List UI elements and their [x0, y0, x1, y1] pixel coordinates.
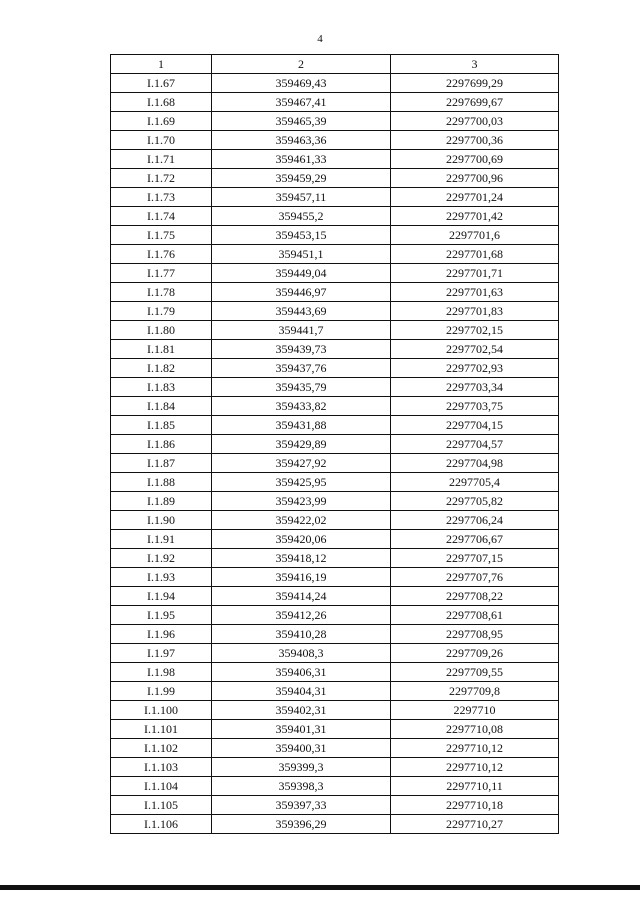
y-coordinate-cell: 2297708,61 [391, 606, 559, 625]
x-coordinate-cell: 359401,31 [212, 720, 391, 739]
x-coordinate-cell: 359435,79 [212, 378, 391, 397]
point-id-cell: I.1.93 [111, 568, 212, 587]
table-row [111, 796, 559, 815]
point-id-cell: I.1.87 [111, 454, 212, 473]
table-row [111, 321, 559, 340]
table-row [111, 188, 559, 207]
point-id-cell: I.1.98 [111, 663, 212, 682]
x-coordinate-cell: 359410,28 [212, 625, 391, 644]
x-coordinate-cell: 359420,06 [212, 530, 391, 549]
table-header-row [111, 55, 559, 74]
x-coordinate-cell: 359414,24 [212, 587, 391, 606]
table-row [111, 758, 559, 777]
table-row [111, 739, 559, 758]
table-row [111, 663, 559, 682]
table-row [111, 625, 559, 644]
y-coordinate-cell: 2297710,11 [391, 777, 559, 796]
point-id-cell: I.1.75 [111, 226, 212, 245]
y-coordinate-cell: 2297710 [391, 701, 559, 720]
table-row [111, 264, 559, 283]
table-row [111, 454, 559, 473]
y-coordinate-cell: 2297710,08 [391, 720, 559, 739]
table-row [111, 720, 559, 739]
y-coordinate-cell: 2297706,24 [391, 511, 559, 530]
point-id-cell: I.1.80 [111, 321, 212, 340]
x-coordinate-cell: 359446,97 [212, 283, 391, 302]
point-id-cell: I.1.88 [111, 473, 212, 492]
column-header-2: 2 [212, 55, 391, 74]
point-id-cell: I.1.105 [111, 796, 212, 815]
table-row [111, 568, 559, 587]
table-row [111, 682, 559, 701]
x-coordinate-cell: 359443,69 [212, 302, 391, 321]
table-row [111, 226, 559, 245]
y-coordinate-cell: 2297701,71 [391, 264, 559, 283]
point-id-cell: I.1.72 [111, 169, 212, 188]
y-coordinate-cell: 2297701,68 [391, 245, 559, 264]
x-coordinate-cell: 359431,88 [212, 416, 391, 435]
table-row [111, 473, 559, 492]
point-id-cell: I.1.92 [111, 549, 212, 568]
point-id-cell: I.1.97 [111, 644, 212, 663]
point-id-cell: I.1.74 [111, 207, 212, 226]
y-coordinate-cell: 2297710,12 [391, 758, 559, 777]
point-id-cell: I.1.84 [111, 397, 212, 416]
x-coordinate-cell: 359433,82 [212, 397, 391, 416]
x-coordinate-cell: 359429,89 [212, 435, 391, 454]
point-id-cell: I.1.85 [111, 416, 212, 435]
point-id-cell: I.1.91 [111, 530, 212, 549]
point-id-cell: I.1.77 [111, 264, 212, 283]
point-id-cell: I.1.81 [111, 340, 212, 359]
table-row [111, 587, 559, 606]
point-id-cell: I.1.101 [111, 720, 212, 739]
x-coordinate-cell: 359453,15 [212, 226, 391, 245]
table-row [111, 777, 559, 796]
table-row [111, 815, 559, 834]
table-row [111, 511, 559, 530]
table-row [111, 416, 559, 435]
point-id-cell: I.1.68 [111, 93, 212, 112]
point-id-cell: I.1.67 [111, 74, 212, 93]
point-id-cell: I.1.69 [111, 112, 212, 131]
x-coordinate-cell: 359459,29 [212, 169, 391, 188]
y-coordinate-cell: 2297704,15 [391, 416, 559, 435]
point-id-cell: I.1.102 [111, 739, 212, 758]
x-coordinate-cell: 359422,02 [212, 511, 391, 530]
page-number: 4 [317, 33, 323, 45]
table-row [111, 150, 559, 169]
table-row [111, 340, 559, 359]
table-body [111, 74, 559, 834]
table-row [111, 283, 559, 302]
table-row [111, 644, 559, 663]
point-id-cell: I.1.70 [111, 131, 212, 150]
point-id-cell: I.1.86 [111, 435, 212, 454]
x-coordinate-cell: 359397,33 [212, 796, 391, 815]
y-coordinate-cell: 2297705,4 [391, 473, 559, 492]
table-row [111, 131, 559, 150]
table-row [111, 93, 559, 112]
point-id-cell: I.1.78 [111, 283, 212, 302]
point-id-cell: I.1.79 [111, 302, 212, 321]
point-id-cell: I.1.95 [111, 606, 212, 625]
column-header-1: 1 [111, 55, 212, 74]
table-row [111, 74, 559, 93]
point-id-cell: I.1.104 [111, 777, 212, 796]
table-row [111, 549, 559, 568]
y-coordinate-cell: 2297702,15 [391, 321, 559, 340]
x-coordinate-cell: 359399,3 [212, 758, 391, 777]
x-coordinate-cell: 359457,11 [212, 188, 391, 207]
y-coordinate-cell: 2297706,67 [391, 530, 559, 549]
table-row [111, 359, 559, 378]
point-id-cell: I.1.82 [111, 359, 212, 378]
y-coordinate-cell: 2297701,6 [391, 226, 559, 245]
point-id-cell: I.1.83 [111, 378, 212, 397]
y-coordinate-cell: 2297701,42 [391, 207, 559, 226]
y-coordinate-cell: 2297701,63 [391, 283, 559, 302]
y-coordinate-cell: 2297700,36 [391, 131, 559, 150]
x-coordinate-cell: 359416,19 [212, 568, 391, 587]
table-row [111, 169, 559, 188]
x-coordinate-cell: 359406,31 [212, 663, 391, 682]
y-coordinate-cell: 2297705,82 [391, 492, 559, 511]
y-coordinate-cell: 2297708,22 [391, 587, 559, 606]
y-coordinate-cell: 2297701,83 [391, 302, 559, 321]
y-coordinate-cell: 2297708,95 [391, 625, 559, 644]
table-row [111, 492, 559, 511]
x-coordinate-cell: 359412,26 [212, 606, 391, 625]
y-coordinate-cell: 2297710,12 [391, 739, 559, 758]
column-header-3: 3 [391, 55, 559, 74]
x-coordinate-cell: 359465,39 [212, 112, 391, 131]
x-coordinate-cell: 359427,92 [212, 454, 391, 473]
x-coordinate-cell: 359469,43 [212, 74, 391, 93]
y-coordinate-cell: 2297704,57 [391, 435, 559, 454]
y-coordinate-cell: 2297702,54 [391, 340, 559, 359]
y-coordinate-cell: 2297703,75 [391, 397, 559, 416]
table-row [111, 207, 559, 226]
point-id-cell: I.1.103 [111, 758, 212, 777]
x-coordinate-cell: 359441,7 [212, 321, 391, 340]
point-id-cell: I.1.106 [111, 815, 212, 834]
point-id-cell: I.1.73 [111, 188, 212, 207]
point-id-cell: I.1.76 [111, 245, 212, 264]
y-coordinate-cell: 2297700,69 [391, 150, 559, 169]
y-coordinate-cell: 2297710,27 [391, 815, 559, 834]
y-coordinate-cell: 2297701,24 [391, 188, 559, 207]
point-id-cell: I.1.90 [111, 511, 212, 530]
y-coordinate-cell: 2297709,26 [391, 644, 559, 663]
table-row [111, 397, 559, 416]
table-row [111, 606, 559, 625]
y-coordinate-cell: 2297699,29 [391, 74, 559, 93]
table-row [111, 435, 559, 454]
x-coordinate-cell: 359396,29 [212, 815, 391, 834]
point-id-cell: I.1.89 [111, 492, 212, 511]
table-row [111, 530, 559, 549]
y-coordinate-cell: 2297710,18 [391, 796, 559, 815]
table-row [111, 378, 559, 397]
point-id-cell: I.1.71 [111, 150, 212, 169]
y-coordinate-cell: 2297700,96 [391, 169, 559, 188]
point-id-cell: I.1.99 [111, 682, 212, 701]
x-coordinate-cell: 359404,31 [212, 682, 391, 701]
x-coordinate-cell: 359398,3 [212, 777, 391, 796]
x-coordinate-cell: 359437,76 [212, 359, 391, 378]
x-coordinate-cell: 359455,2 [212, 207, 391, 226]
x-coordinate-cell: 359402,31 [212, 701, 391, 720]
y-coordinate-cell: 2297707,76 [391, 568, 559, 587]
table-row [111, 112, 559, 131]
y-coordinate-cell: 2297699,67 [391, 93, 559, 112]
x-coordinate-cell: 359451,1 [212, 245, 391, 264]
y-coordinate-cell: 2297709,55 [391, 663, 559, 682]
point-id-cell: I.1.96 [111, 625, 212, 644]
x-coordinate-cell: 359425,95 [212, 473, 391, 492]
table-row [111, 245, 559, 264]
x-coordinate-cell: 359461,33 [212, 150, 391, 169]
x-coordinate-cell: 359408,3 [212, 644, 391, 663]
y-coordinate-cell: 2297707,15 [391, 549, 559, 568]
y-coordinate-cell: 2297702,93 [391, 359, 559, 378]
x-coordinate-cell: 359418,12 [212, 549, 391, 568]
x-coordinate-cell: 359423,99 [212, 492, 391, 511]
y-coordinate-cell: 2297700,03 [391, 112, 559, 131]
coordinates-table [110, 54, 559, 834]
point-id-cell: I.1.100 [111, 701, 212, 720]
x-coordinate-cell: 359449,04 [212, 264, 391, 283]
y-coordinate-cell: 2297703,34 [391, 378, 559, 397]
bottom-rule [0, 885, 640, 890]
table-row [111, 701, 559, 720]
table-row [111, 302, 559, 321]
x-coordinate-cell: 359463,36 [212, 131, 391, 150]
y-coordinate-cell: 2297709,8 [391, 682, 559, 701]
x-coordinate-cell: 359467,41 [212, 93, 391, 112]
x-coordinate-cell: 359400,31 [212, 739, 391, 758]
point-id-cell: I.1.94 [111, 587, 212, 606]
y-coordinate-cell: 2297704,98 [391, 454, 559, 473]
x-coordinate-cell: 359439,73 [212, 340, 391, 359]
